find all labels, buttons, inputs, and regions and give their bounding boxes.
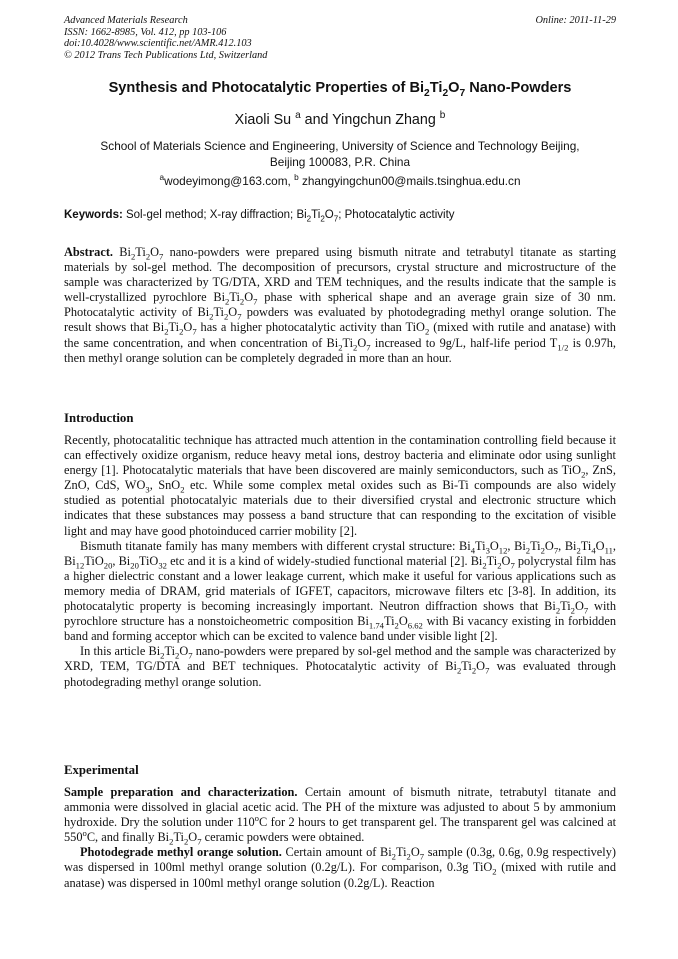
journal-issn: ISSN: 1662-8985, Vol. 412, pp 103-106 (64, 26, 227, 38)
intro-paragraph-2: Bismuth titanate family has many members with different crystal structure: $Bi_4Ti_3O_{12}$, $Bi_2Ti_2O_7$, $Bi_2Ti_4O_{11}$, $Bi_{12}TiO_{20}$, $Bi_{20}TiO_{32}$ etc and it is a kind of widely-studied functional material [2]. $Bi_2Ti_2O_7$ polycrystal film has a higher dielectric constant and a lower leakage current, which make it useful for various applications such as memory media of DRAM, grid materials of IGFET, capacitors, microwave filters etc [3-8]. In addition, its photocatalytic property is becoming increasingly important. Neutron diffraction shows that $Bi_2Ti_2O_7$ with pyrochlore structure has a nonstoicheometric composition $Bi_{1.74}Ti_2O_{6.62}$ with Bi vacancy existing in forbidden band and forming acceptor which can be excited to valence band under visible light [2]. (64, 538, 617, 644)
experimental-paragraph-2: Photodegrade methyl orange solution. Certain amount of $Bi_2Ti_2O_7$ sample (0.3g, 0.6g, 0.9g respectively) was dispersed in 100ml methyl orange solution (0.2g/L). For comparison, 0.3g TiO$_2$ (mixed with rutile and anatase) was dispersed in 100ml methyl orange solution (0.2g/L). Reaction (64, 845, 616, 890)
experimental-body (64, 785, 616, 891)
keywords: Keywords: Sol-gel method; X-ray diffraction; $Bi_2Ti_2O_7$; Photocatalytic activity (64, 209, 455, 224)
journal-name: Advanced Materials Research (64, 15, 188, 26)
journal-doi: doi:10.4028/www.scientific.net/AMR.412.103 (64, 38, 252, 50)
paper-title: Synthesis and Photocatalytic Properties of $Bi_2Ti_2O_7$ Nano-Powders (108, 80, 572, 99)
online-date: Online: 2011-11-29 (535, 15, 616, 26)
journal-header (64, 15, 616, 61)
journal-copyright: © 2012 Trans Tech Publications Ltd, Switzerland (64, 49, 268, 61)
introduction-body (64, 433, 616, 690)
intro-paragraph-1: Recently, photocatalitic technique has attracted much attention in the contamination controlling field because it can effectively oxidize organism, reduce heavy metal ions, destroy bacteria and eliminate odor using sunlight energy [1]. Photocatalytic materials that have been discovered are mainly semiconductors, such as TiO$_2$, ZnS, ZnO, CdS, $WO_3$, SnO$_2$ etc. While some complex metal oxides such as Bi-Ti compounds are also widely studied as potential photocatalyic materials due to their diversified crystal and electronic structure which indicates that these substances may possess a band structure that can responding to the excitation of visible light and may have good photoinduced carrier mobility [2]. (64, 433, 616, 538)
experimental-paragraph-1: Sample preparation and characterization. Certain amount of bismuth nitrate, tetrabutyl titanate and ammonia were dissolved in glacial acetic acid. The PH of the mixture was adjusted to about 5 by ammonium hydroxide. Dry the solution under 110$^o$C for 2 hours to get transparent gel. The transparent gel was calcined at 550$^o$C, and finally $Bi_2Ti_2O_7$ ceramic powders were obtained. (64, 785, 617, 847)
authors: Xiaoli Su $^a$ and Yingchun Zhang $^b$ (234, 110, 446, 128)
abstract: Abstract. $Bi_2Ti_2O_7$ nano-powders were prepared using bismuth nitrate and tetrabutyl titanate as starting materials by sol-gel method. The decomposition of precursors, crystal structure and microstructure of the sample was characterized by TG/DTA, XRD and TEM techniques, and the results indicate that the sample is well-crystallized pyrochlore $Bi_2Ti_2O_7$ phase with spherical shape and an average grain size of 30 nm. Photocatalytic activity of $Bi_2Ti_2O_7$ powders was evaluated by photodegrading methyl orange solution. The result shows that $Bi_2Ti_2O_7$ has a higher photocatalytic activity than TiO$_2$ (mixed with rutile and anatase) with the same concentration, and when concentration of $Bi_2Ti_2O_7$ increased to 9g/L, half-life period $T_{1/2}$ is 0.97h, then methyl orange solution can be completely degraded in more than an hour. (64, 245, 617, 365)
author-emails: $^a$wodeyimong@163.com, $^b$ zhangyingchun00@mails.tsinghua.edu.cn (159, 173, 521, 188)
section-heading-introduction: Introduction (64, 411, 134, 425)
section-heading-experimental: Experimental (64, 763, 139, 777)
affiliation: School of Materials Science and Engineering, University of Science and Technology Beijing, Beijing 100083, P.R. China (100, 139, 580, 169)
intro-paragraph-3: In this article $Bi_2Ti_2O_7$ nano-powders were prepared by sol-gel method and the sample was characterized by XRD, TEM, TG/DTA and BET techniques. Photocatalytic activity of $Bi_2Ti_2O_7$ was evaluated through photodegrading methyl orange solution. (64, 644, 617, 689)
